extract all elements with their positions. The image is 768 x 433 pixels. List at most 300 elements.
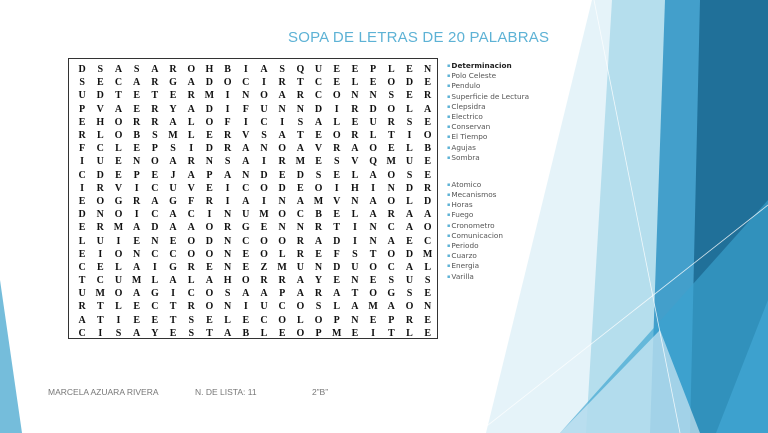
grid-cell: I [207,209,212,221]
grid-cell: P [333,314,340,326]
grid-cell: I [152,261,157,273]
grid-cell: O [278,314,287,326]
grid-cell: S [352,248,358,260]
grid-cell: O [423,130,432,142]
grid-cell: A [169,209,177,221]
grid-cell: O [187,64,196,76]
grid-cell: P [279,288,286,300]
grid-cell: E [78,116,86,128]
grid-cell: T [151,90,159,102]
grid-cell: E [333,169,341,181]
grid-row [73,103,437,116]
grid-cell: T [78,275,86,287]
grid-cell: J [170,169,176,181]
grid-cell: A [133,288,141,300]
grid-cell: D [78,64,86,76]
grid-cell: C [78,327,86,339]
grid-cell: A [405,222,414,234]
grid-cell: T [387,327,395,339]
grid-cell: A [369,209,377,221]
grid-cell: H [96,116,105,128]
word-label: Electrico [451,112,483,122]
grid-cell: C [260,116,268,128]
grid-cell: I [225,195,230,207]
list-spacer [447,163,557,180]
grid-cell: A [133,77,141,89]
bullet-icon: ▪ [447,273,451,280]
word-item [447,92,557,102]
grid-cell: A [314,235,323,247]
grid-cell: P [315,327,322,339]
grid-cell: O [314,314,323,326]
grid-cell: N [296,103,304,115]
bullet-icon: ▪ [447,103,451,110]
bullet-icon: ▪ [447,83,451,90]
grid-cell: Y [314,275,323,287]
word-search-grid [68,58,438,339]
word-label: Agujas [451,142,476,152]
left-accent-shape [0,280,22,433]
grid-cell: L [424,261,431,273]
grid-cell: E [315,156,322,168]
grid-cell: V [351,156,359,168]
grid-cell: I [352,235,357,247]
grid-cell: N [242,90,250,102]
grid-cell: O [278,143,287,155]
grid-cell: B [315,209,322,221]
word-item [447,153,557,163]
grid-row [73,300,437,313]
grid-cell: E [278,169,286,181]
grid-cell: L [278,248,286,260]
grid-cell: A [133,261,141,273]
grid-cell: D [205,103,214,115]
grid-cell: O [223,77,232,89]
bullet-icon: ▪ [447,243,451,249]
grid-cell: A [405,209,414,221]
grid-cell: A [169,156,177,168]
grid-cell: O [205,222,214,234]
word-item [447,272,557,282]
grid-cell: R [296,235,304,247]
grid-cell: D [405,248,414,260]
bullet-icon: ▪ [447,181,451,188]
grid-cell: B [424,143,431,155]
grid-cell: C [187,209,195,221]
grid-cell: E [169,235,177,247]
grid-cell: A [260,288,268,300]
grid-cell: F [79,143,86,155]
grid-cell: U [114,275,123,287]
grid-cell: A [205,275,214,287]
grid-cell: N [314,261,323,273]
grid-cell: L [333,116,341,128]
grid-cell: O [187,248,196,260]
grid-cell: V [242,130,250,142]
grid-cell: M [113,222,124,234]
grid-cell: O [332,130,341,142]
grid-cell: E [78,248,86,260]
grid-cell: R [205,195,214,207]
grid-cell: O [205,248,214,260]
grid-cell: N [223,235,232,247]
bullet-icon: ▪ [447,202,451,209]
word-label: Horas [451,200,473,210]
grid-cell: Y [169,103,177,115]
grid-row [73,169,437,182]
grid-cell: O [332,90,341,102]
grid-cell: C [96,143,104,155]
grid-cell: L [297,314,304,326]
grid-cell: L [115,301,122,313]
grid-cell: E [406,90,413,102]
word-label: Mecanismos [451,190,497,200]
word-item [447,210,557,220]
grid-cell: N [223,261,232,273]
grid-cell: A [169,275,177,287]
grid-cell: I [80,182,85,194]
grid-cell: E [424,288,431,300]
grid-cell: A [260,64,268,76]
grid-cell: S [388,90,395,102]
grid-cell: E [242,248,250,260]
word-item [447,132,557,142]
grid-cell: I [243,301,248,313]
grid-cell: E [351,64,359,76]
grid-cell: N [369,235,377,247]
grid-cell: L [351,209,359,221]
grid-cell: R [187,90,195,102]
grid-cell: R [405,314,414,326]
grid-cell: D [278,182,286,194]
grid-cell: E [206,130,213,142]
grid-cell: E [151,314,159,326]
grid-cell: S [170,143,176,155]
grid-cell: I [134,209,139,221]
grid-cell: R [151,116,159,128]
grid-cell: A [296,143,304,155]
grid-cell: A [296,288,304,300]
grid-row [73,182,437,195]
grid-cell: E [315,248,322,260]
grid-cell: A [223,327,232,339]
grid-cell: O [314,182,323,194]
grid-cell: O [369,288,377,300]
grid-cell: R [278,156,286,168]
grid-cell: L [96,130,104,142]
grid-cell: L [187,130,195,142]
grid-cell: E [333,64,341,76]
grid-cell: S [333,156,340,168]
grid-cell: R [296,248,304,260]
grid-cell: S [152,130,158,142]
grid-row [73,234,437,247]
grid-cell: I [98,327,103,339]
grid-cell: O [114,288,123,300]
grid-cell: N [424,64,432,76]
grid-cell: U [296,261,304,273]
grid-cell: E [278,327,286,339]
grid-cell: E [206,261,213,273]
word-item [447,200,557,210]
grid-cell: L [333,301,341,313]
grid-cell: O [205,116,214,128]
grid-cell: N [369,90,377,102]
grid-cell: S [388,275,395,287]
grid-cell: F [333,248,340,260]
grid-cell: R [133,116,141,128]
grid-cell: L [351,77,359,89]
grid-cell: O [260,235,268,247]
grid-cell: H [223,275,232,287]
grid-cell: F [188,195,195,207]
grid-cell: I [225,103,230,115]
grid-cell: E [424,169,431,181]
grid-cell: I [80,156,85,168]
grid-cell: I [98,248,103,260]
grid-cell: G [241,222,250,234]
grid-row [73,208,437,221]
bullet-icon: ▪ [447,263,451,270]
word-item [447,261,557,271]
word-label: Periodo [451,241,479,251]
grid-cell: A [114,64,123,76]
grid-cell: B [242,327,250,339]
grid-cell: S [261,130,267,142]
grid-cell: O [296,327,305,339]
grid-cell: R [278,275,286,287]
grid-cell: E [333,209,341,221]
grid-cell: A [387,301,395,313]
grid-cell: M [204,90,215,102]
grid-cell: O [205,288,214,300]
grid-cell: C [296,209,304,221]
grid-cell: N [278,222,286,234]
grid-cell: C [242,182,250,194]
grid-cell: M [277,261,287,273]
word-label: Cuarzo [451,251,477,261]
grid-cell: U [405,156,414,168]
grid-cell: A [187,222,195,234]
word-label: Pendulo [451,81,481,91]
grid-cell: P [151,143,158,155]
grid-cell: I [243,116,248,128]
grid-cell: T [387,130,395,142]
grid-cell: I [262,156,266,168]
grid-cell: A [424,209,432,221]
grid-cell: E [424,77,431,89]
grid-cell: N [223,248,232,260]
grid-cell: P [370,64,377,76]
grid-cell: T [206,327,213,339]
grid-row [73,195,437,208]
grid-cell: D [333,235,341,247]
word-item [447,61,557,71]
grid-cell: O [241,275,250,287]
letter-table [73,63,437,340]
grid-cell: E [260,222,268,234]
grid-cell: R [78,301,86,313]
bullet-icon: ▪ [447,63,451,69]
grid-cell: O [387,103,396,115]
grid-cell: U [351,261,359,273]
grid-cell: D [151,222,159,234]
bullet-icon: ▪ [447,253,451,260]
grid-cell: E [133,301,140,313]
grid-cell: A [242,288,250,300]
grid-cell: C [242,235,250,247]
grid-cell: D [405,182,414,194]
grid-cell: M [95,288,105,300]
grid-cell: R [223,222,232,234]
grid-cell: S [79,77,85,89]
grid-cell: F [224,116,231,128]
grid-cell: I [334,103,339,115]
grid-cell: I [243,64,248,76]
grid-cell: E [133,314,140,326]
grid-cell: C [96,275,104,287]
grid-cell: G [387,288,396,300]
grid-cell: O [114,248,123,260]
grid-cell: R [187,261,195,273]
bullet-icon: ▪ [447,232,451,239]
grid-cell: E [424,156,431,168]
grid-cell: N [296,222,304,234]
grid-cell: O [260,90,268,102]
grid-cell: L [406,195,413,207]
grid-cell: E [424,314,431,326]
grid-cell: A [169,222,177,234]
grid-cell: N [242,169,250,181]
grid-cell: T [297,130,304,142]
grid-row [73,248,437,261]
word-item [447,81,557,91]
grid-cell: U [260,103,268,115]
grid-cell: Q [369,156,377,168]
word-label: Clepsidra [451,101,486,111]
grid-cell: E [242,314,250,326]
grid-cell: S [279,64,285,76]
grid-cell: R [187,301,195,313]
grid-cell: L [187,275,195,287]
grid-cell: C [242,77,250,89]
grid-cell: N [223,209,232,221]
grid-cell: D [205,143,214,155]
grid-cell: A [169,116,177,128]
grid-cell: M [422,248,433,260]
grid-cell: N [96,209,104,221]
grid-cell: P [206,169,213,181]
grid-cell: A [187,103,195,115]
grid-cell: R [424,182,432,194]
grid-cell: O [96,195,105,207]
grid-row [73,221,437,234]
word-item [447,122,557,132]
grid-cell: A [278,130,286,142]
bullet-icon: ▪ [447,124,451,131]
list-number: N. DE LISTA: 11 [195,387,257,397]
grid-row [73,274,437,287]
grid-cell: E [96,261,104,273]
word-item [447,221,557,231]
grid-cell: S [406,288,413,300]
word-list [447,61,557,282]
grid-row [73,76,437,89]
word-item [447,231,557,241]
grid-cell: O [387,77,396,89]
grid-cell: E [133,235,140,247]
grid-cell: N [133,156,141,168]
grid-cell: I [116,314,121,326]
grid-cell: O [278,209,287,221]
word-label: Determinacion [451,61,512,71]
grid-cell: A [223,169,232,181]
word-item [447,71,557,81]
word-item [447,102,557,112]
bullet-icon: ▪ [447,192,451,199]
grid-cell: M [168,130,178,142]
student-name: MARCELA AZUARA RIVERA [48,387,159,397]
grid-cell: R [424,90,432,102]
grid-row [73,116,437,129]
grid-cell: U [369,116,377,128]
grid-cell: M [295,156,306,168]
word-item [447,190,557,200]
grid-cell: E [406,64,413,76]
grid-cell: R [296,90,304,102]
grid-cell: E [115,156,122,168]
grid-cell: D [369,103,377,115]
grid-cell: L [406,143,413,155]
grid-cell: S [424,275,431,287]
bullet-icon: ▪ [447,134,451,141]
grid-cell: A [369,169,377,181]
grid-cell: R [151,77,159,89]
grid-cell: I [225,90,230,102]
page-title: SOPA DE LETRAS DE 20 PALABRAS [288,29,550,46]
grid-cell: H [351,182,359,194]
grid-cell: R [387,209,395,221]
grid-cell: A [296,275,304,287]
grid-cell: E [133,143,140,155]
grid-cell: R [314,288,323,300]
grid-cell: U [169,182,177,194]
grid-cell: E [333,77,341,89]
grid-cell: E [133,103,140,115]
grid-cell: R [278,77,286,89]
grid-cell: T [297,77,304,89]
grid-cell: E [424,327,431,339]
grid-cell: I [280,116,285,128]
grid-cell: O [405,301,414,313]
grid-cell: L [260,327,268,339]
grid-cell: E [369,275,377,287]
grid-cell: A [296,195,304,207]
grid-cell: C [151,301,159,313]
grid-cell: H [205,64,214,76]
grid-cell: O [387,195,396,207]
grid-cell: A [114,103,123,115]
grid-cell: O [114,130,123,142]
grid-cell: L [369,130,377,142]
grid-cell: N [351,275,359,287]
grid-cell: E [206,182,213,194]
word-item [447,112,557,122]
grid-row [73,129,437,142]
grid-cell: D [424,195,432,207]
word-item [447,143,557,153]
word-item [447,241,557,251]
